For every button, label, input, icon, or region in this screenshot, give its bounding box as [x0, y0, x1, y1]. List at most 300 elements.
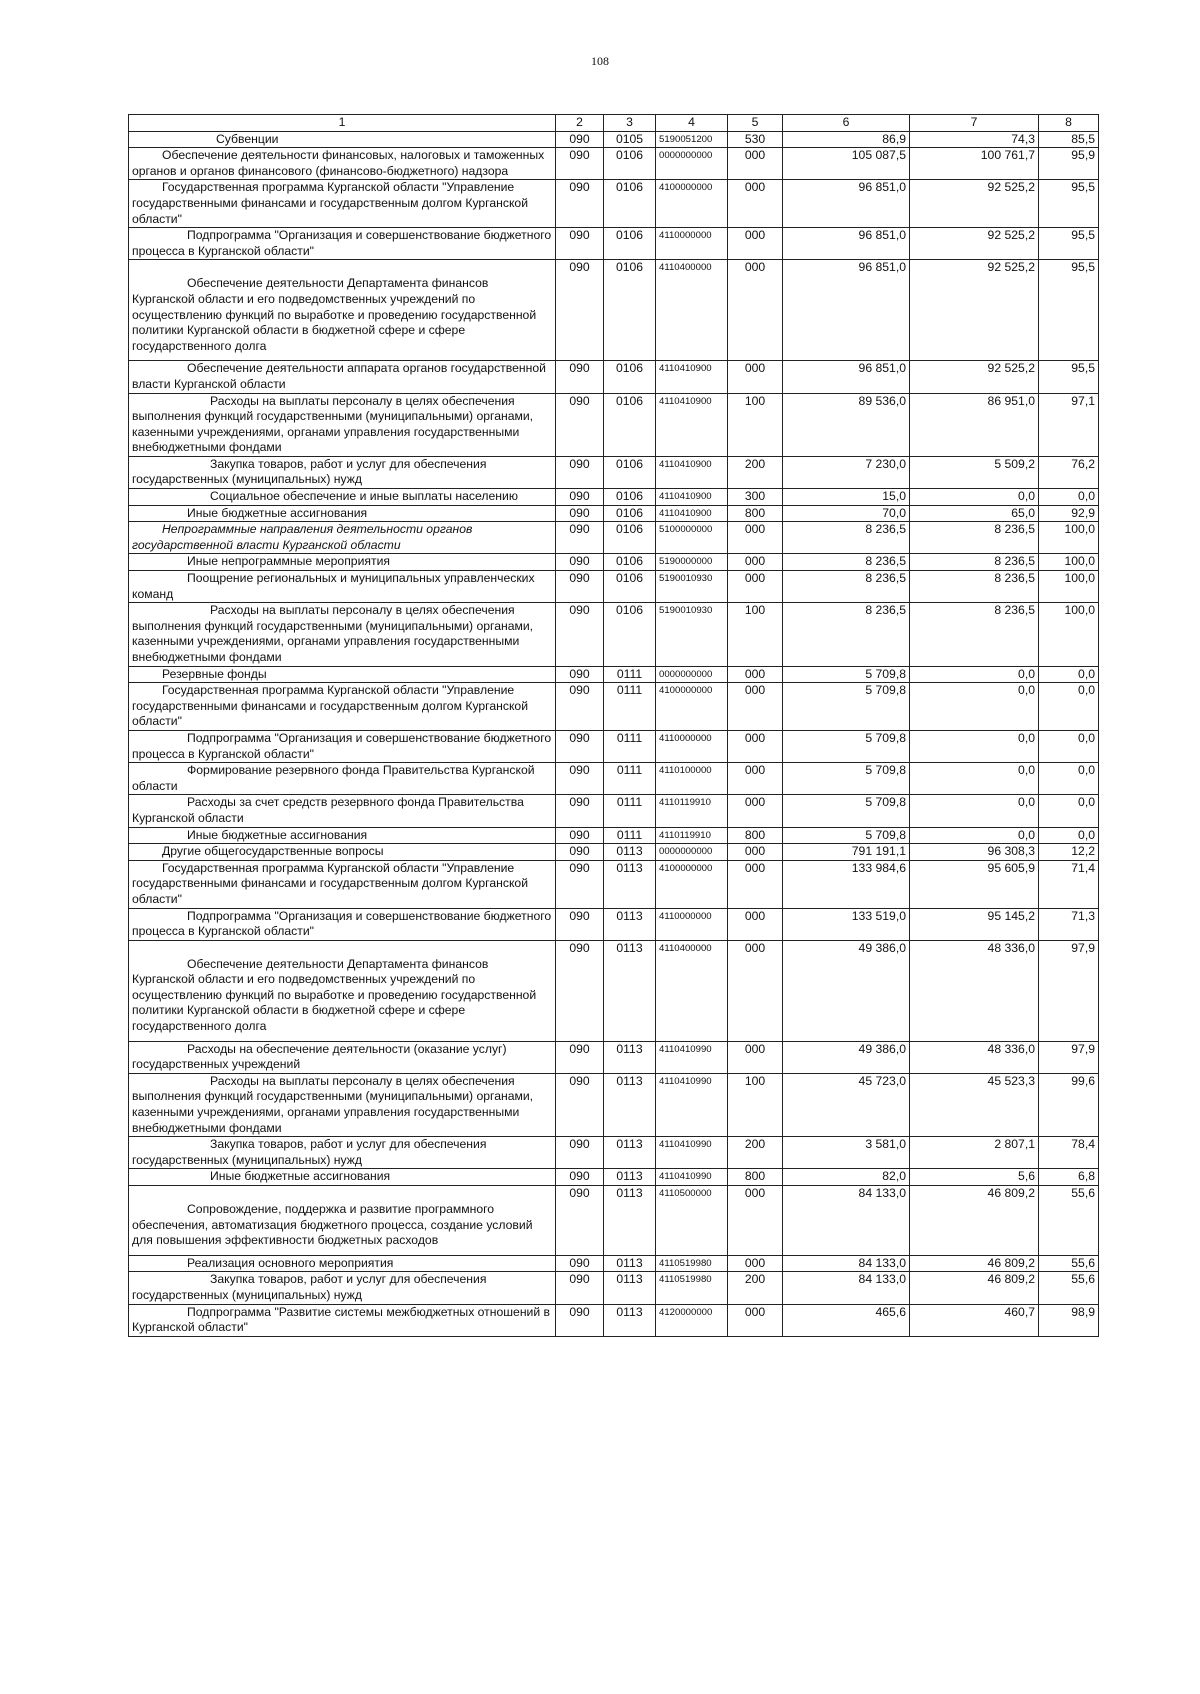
ministry-code: 090: [556, 1186, 604, 1256]
section-code: 0113: [604, 1186, 656, 1256]
expense-type-code: 000: [728, 554, 783, 571]
target-article-code: 4110500000: [656, 1186, 728, 1256]
expense-item-name: Иные непрограммные мероприятия: [129, 554, 556, 571]
expense-type-code: 000: [728, 763, 783, 795]
expense-type-code: 300: [728, 489, 783, 506]
section-code: 0106: [604, 489, 656, 506]
executed-amount: 46 809,2: [910, 1255, 1039, 1272]
execution-percent: 95,5: [1039, 361, 1099, 393]
target-article-code: 0000000000: [656, 666, 728, 683]
planned-amount: 82,0: [783, 1169, 910, 1186]
ministry-code: 090: [556, 180, 604, 228]
expense-item-name: Закупка товаров, работ и услуг для обеспечения государственных (муниципальных) нужд: [129, 1272, 556, 1304]
execution-percent: 97,1: [1039, 393, 1099, 456]
table-row: [129, 1272, 1099, 1304]
execution-percent: 100,0: [1039, 522, 1099, 554]
expense-item-name: Расходы на выплаты персоналу в целях обеспечения выполнения функций государственными (муниципальными) органами, казенными учреждениями, органами управления государственными внебюджетными фондами: [129, 393, 556, 456]
executed-amount: 92 525,2: [910, 361, 1039, 393]
execution-percent: 0,0: [1039, 683, 1099, 731]
section-code: 0113: [604, 1255, 656, 1272]
planned-amount: 465,6: [783, 1304, 910, 1336]
expense-item-name: Расходы за счет средств резервного фонда Правительства Курганской области: [129, 795, 556, 827]
expense-type-code: 100: [728, 603, 783, 666]
table-row: [129, 180, 1099, 228]
executed-amount: 48 336,0: [910, 940, 1039, 1041]
ministry-code: 090: [556, 1304, 604, 1336]
expense-type-code: 000: [728, 571, 783, 603]
expense-type-code: 200: [728, 1272, 783, 1304]
table-row: [129, 1304, 1099, 1336]
ministry-code: 090: [556, 554, 604, 571]
expense-type-code: 000: [728, 795, 783, 827]
expense-type-code: 000: [728, 730, 783, 762]
execution-percent: 71,3: [1039, 908, 1099, 940]
execution-percent: 95,5: [1039, 260, 1099, 361]
target-article-code: 4110410900: [656, 489, 728, 506]
expense-type-code: 000: [728, 148, 783, 180]
expense-item-name: Реализация основного мероприятия: [129, 1255, 556, 1272]
ministry-code: 090: [556, 666, 604, 683]
section-code: 0106: [604, 361, 656, 393]
table-row: [129, 393, 1099, 456]
executed-amount: 95 605,9: [910, 860, 1039, 908]
section-code: 0113: [604, 940, 656, 1041]
execution-percent: 0,0: [1039, 827, 1099, 844]
table-row: [129, 1255, 1099, 1272]
execution-percent: 78,4: [1039, 1137, 1099, 1169]
section-code: 0106: [604, 603, 656, 666]
target-article-code: 4110410900: [656, 361, 728, 393]
expense-item-name: Поощрение региональных и муниципальных управленческих команд: [129, 571, 556, 603]
execution-percent: 97,9: [1039, 940, 1099, 1041]
section-code: 0106: [604, 180, 656, 228]
table-row: [129, 1073, 1099, 1136]
expense-item-name: Государственная программа Курганской области "Управление государственными финансами и государственным долгом Курганской области": [129, 683, 556, 731]
ministry-code: 090: [556, 1041, 604, 1073]
target-article-code: 4110000000: [656, 730, 728, 762]
table-row: [129, 908, 1099, 940]
expense-item-name: Другие общегосударственные вопросы: [129, 844, 556, 861]
expense-type-code: 800: [728, 505, 783, 522]
executed-amount: 92 525,2: [910, 260, 1039, 361]
target-article-code: 4120000000: [656, 1304, 728, 1336]
execution-percent: 55,6: [1039, 1186, 1099, 1256]
planned-amount: 86,9: [783, 131, 910, 148]
target-article-code: 5190051200: [656, 131, 728, 148]
column-number: 4: [656, 115, 728, 132]
execution-percent: 95,5: [1039, 180, 1099, 228]
expense-item-name: Резервные фонды: [129, 666, 556, 683]
expense-type-code: 000: [728, 228, 783, 260]
section-code: 0106: [604, 148, 656, 180]
target-article-code: 5190010930: [656, 603, 728, 666]
executed-amount: 74,3: [910, 131, 1039, 148]
execution-percent: 99,6: [1039, 1073, 1099, 1136]
expense-item-name: Обеспечение деятельности финансовых, налоговых и таможенных органов и органов финансового (финансово-бюджетного) надзора: [129, 148, 556, 180]
section-code: 0113: [604, 908, 656, 940]
target-article-code: 0000000000: [656, 844, 728, 861]
execution-percent: 100,0: [1039, 571, 1099, 603]
planned-amount: 49 386,0: [783, 940, 910, 1041]
planned-amount: 5 709,8: [783, 666, 910, 683]
ministry-code: 090: [556, 505, 604, 522]
execution-percent: 76,2: [1039, 456, 1099, 488]
ministry-code: 090: [556, 940, 604, 1041]
planned-amount: 49 386,0: [783, 1041, 910, 1073]
planned-amount: 89 536,0: [783, 393, 910, 456]
ministry-code: 090: [556, 795, 604, 827]
target-article-code: 0000000000: [656, 148, 728, 180]
ministry-code: 090: [556, 228, 604, 260]
executed-amount: 48 336,0: [910, 1041, 1039, 1073]
executed-amount: 8 236,5: [910, 571, 1039, 603]
executed-amount: 0,0: [910, 795, 1039, 827]
execution-percent: 97,9: [1039, 1041, 1099, 1073]
table-row: [129, 131, 1099, 148]
ministry-code: 090: [556, 1169, 604, 1186]
table-row: [129, 844, 1099, 861]
executed-amount: 0,0: [910, 666, 1039, 683]
executed-amount: 95 145,2: [910, 908, 1039, 940]
target-article-code: 4110410990: [656, 1169, 728, 1186]
execution-percent: 100,0: [1039, 603, 1099, 666]
planned-amount: 70,0: [783, 505, 910, 522]
section-code: 0113: [604, 1073, 656, 1136]
section-code: 0106: [604, 393, 656, 456]
expense-item-name: Расходы на выплаты персоналу в целях обеспечения выполнения функций государственными (муниципальными) органами, казенными учреждениями, органами управления государственными внебюджетными фондами: [129, 1073, 556, 1136]
budget-table: [128, 114, 1099, 1337]
section-code: 0106: [604, 571, 656, 603]
section-code: 0113: [604, 844, 656, 861]
execution-percent: 95,9: [1039, 148, 1099, 180]
ministry-code: 090: [556, 1137, 604, 1169]
expense-item-name: Расходы на выплаты персоналу в целях обеспечения выполнения функций государственными (муниципальными) органами, казенными учреждениями, органами управления государственными внебюджетными фондами: [129, 603, 556, 666]
target-article-code: 4110100000: [656, 763, 728, 795]
execution-percent: 92,9: [1039, 505, 1099, 522]
target-article-code: 4110400000: [656, 260, 728, 361]
execution-percent: 95,5: [1039, 228, 1099, 260]
expense-type-code: 000: [728, 860, 783, 908]
section-code: 0111: [604, 795, 656, 827]
section-code: 0105: [604, 131, 656, 148]
planned-amount: 84 133,0: [783, 1272, 910, 1304]
table-row: [129, 1041, 1099, 1073]
column-number-row: [129, 115, 1099, 132]
section-code: 0113: [604, 1137, 656, 1169]
table-row: [129, 148, 1099, 180]
target-article-code: 4110519980: [656, 1255, 728, 1272]
executed-amount: 8 236,5: [910, 603, 1039, 666]
execution-percent: 0,0: [1039, 666, 1099, 683]
table-row: [129, 860, 1099, 908]
section-code: 0106: [604, 456, 656, 488]
table-row: [129, 456, 1099, 488]
expense-type-code: 000: [728, 1041, 783, 1073]
section-code: 0106: [604, 522, 656, 554]
table-row: [129, 554, 1099, 571]
execution-percent: 12,2: [1039, 844, 1099, 861]
table-row: [129, 522, 1099, 554]
expense-item-name: Обеспечение деятельности Департамента финансов Курганской области и его подведомственных учреждений по осуществлению функций по выработке и проведению государственной политики Курганской области в бюджетной сфере и сфере государственного долга: [129, 940, 556, 1041]
ministry-code: 090: [556, 522, 604, 554]
target-article-code: 4110119910: [656, 795, 728, 827]
column-number: 8: [1039, 115, 1099, 132]
planned-amount: 45 723,0: [783, 1073, 910, 1136]
table-row: [129, 795, 1099, 827]
expense-item-name: Закупка товаров, работ и услуг для обеспечения государственных (муниципальных) нужд: [129, 1137, 556, 1169]
planned-amount: 84 133,0: [783, 1186, 910, 1256]
section-code: 0106: [604, 228, 656, 260]
section-code: 0113: [604, 1169, 656, 1186]
expense-item-name: Обеспечение деятельности Департамента финансов Курганской области и его подведомственных учреждений по осуществлению функций по выработке и проведению государственной политики Курганской области в бюджетной сфере и сфере государственного долга: [129, 260, 556, 361]
section-code: 0106: [604, 554, 656, 571]
expense-item-name: Сопровождение, поддержка и развитие программного обеспечения, автоматизация бюджетного процесса, создание условий для повышения эффективности бюджетных расходов: [129, 1186, 556, 1256]
planned-amount: 133 519,0: [783, 908, 910, 940]
expense-type-code: 000: [728, 683, 783, 731]
expense-item-name: Государственная программа Курганской области "Управление государственными финансами и государственным долгом Курганской области": [129, 860, 556, 908]
page-number: 108: [591, 54, 609, 68]
expense-item-name: Субвенции: [129, 131, 556, 148]
executed-amount: 65,0: [910, 505, 1039, 522]
executed-amount: 8 236,5: [910, 554, 1039, 571]
planned-amount: 96 851,0: [783, 361, 910, 393]
expense-item-name: Социальное обеспечение и иные выплаты населению: [129, 489, 556, 506]
executed-amount: 2 807,1: [910, 1137, 1039, 1169]
ministry-code: 090: [556, 860, 604, 908]
executed-amount: 0,0: [910, 763, 1039, 795]
column-number: 2: [556, 115, 604, 132]
planned-amount: 105 087,5: [783, 148, 910, 180]
target-article-code: 4100000000: [656, 180, 728, 228]
expense-item-name: Подпрограмма "Организация и совершенствование бюджетного процесса в Курганской области": [129, 730, 556, 762]
execution-percent: 0,0: [1039, 489, 1099, 506]
target-article-code: 5190000000: [656, 554, 728, 571]
ministry-code: 090: [556, 489, 604, 506]
target-article-code: 4110119910: [656, 827, 728, 844]
section-code: 0111: [604, 827, 656, 844]
execution-percent: 85,5: [1039, 131, 1099, 148]
column-number: 7: [910, 115, 1039, 132]
ministry-code: 090: [556, 393, 604, 456]
planned-amount: 84 133,0: [783, 1255, 910, 1272]
target-article-code: 4100000000: [656, 860, 728, 908]
execution-percent: 55,6: [1039, 1255, 1099, 1272]
planned-amount: 3 581,0: [783, 1137, 910, 1169]
executed-amount: 5,6: [910, 1169, 1039, 1186]
ministry-code: 090: [556, 260, 604, 361]
table-row: [129, 940, 1099, 1041]
planned-amount: 133 984,6: [783, 860, 910, 908]
ministry-code: 090: [556, 844, 604, 861]
expense-type-code: 100: [728, 1073, 783, 1136]
execution-percent: 6,8: [1039, 1169, 1099, 1186]
expense-item-name: Иные бюджетные ассигнования: [129, 1169, 556, 1186]
table-row: [129, 260, 1099, 361]
execution-percent: 0,0: [1039, 730, 1099, 762]
table-row: [129, 730, 1099, 762]
table-row: [129, 763, 1099, 795]
ministry-code: 090: [556, 148, 604, 180]
executed-amount: 100 761,7: [910, 148, 1039, 180]
section-code: 0111: [604, 730, 656, 762]
table-row: [129, 1186, 1099, 1256]
planned-amount: 5 709,8: [783, 730, 910, 762]
expense-item-name: Закупка товаров, работ и услуг для обеспечения государственных (муниципальных) нужд: [129, 456, 556, 488]
expense-item-name: Подпрограмма "Организация и совершенствование бюджетного процесса в Курганской области": [129, 228, 556, 260]
section-code: 0106: [604, 260, 656, 361]
expense-item-name: Непрограммные направления деятельности органов государственной власти Курганской области: [129, 522, 556, 554]
executed-amount: 0,0: [910, 730, 1039, 762]
executed-amount: 92 525,2: [910, 228, 1039, 260]
execution-percent: 71,4: [1039, 860, 1099, 908]
column-number: 1: [129, 115, 556, 132]
expense-item-name: Государственная программа Курганской области "Управление государственными финансами и государственным долгом Курганской области": [129, 180, 556, 228]
executed-amount: 0,0: [910, 827, 1039, 844]
expense-item-name: Обеспечение деятельности аппарата органов государственной власти Курганской области: [129, 361, 556, 393]
table-row: [129, 666, 1099, 683]
planned-amount: 5 709,8: [783, 763, 910, 795]
expense-type-code: 530: [728, 131, 783, 148]
expense-type-code: 000: [728, 180, 783, 228]
expense-item-name: Подпрограмма "Организация и совершенствование бюджетного процесса в Курганской области": [129, 908, 556, 940]
expense-item-name: Расходы на обеспечение деятельности (оказание услуг) государственных учреждений: [129, 1041, 556, 1073]
executed-amount: 0,0: [910, 683, 1039, 731]
planned-amount: 15,0: [783, 489, 910, 506]
executed-amount: 86 951,0: [910, 393, 1039, 456]
ministry-code: 090: [556, 361, 604, 393]
expense-item-name: Подпрограмма "Развитие системы межбюджетных отношений в Курганской области": [129, 1304, 556, 1336]
target-article-code: 5100000000: [656, 522, 728, 554]
executed-amount: 460,7: [910, 1304, 1039, 1336]
section-code: 0111: [604, 763, 656, 795]
expense-type-code: 100: [728, 393, 783, 456]
target-article-code: 4110519980: [656, 1272, 728, 1304]
expense-item-name: Иные бюджетные ассигнования: [129, 505, 556, 522]
execution-percent: 55,6: [1039, 1272, 1099, 1304]
planned-amount: 96 851,0: [783, 260, 910, 361]
planned-amount: 5 709,8: [783, 683, 910, 731]
expense-type-code: 000: [728, 844, 783, 861]
planned-amount: 8 236,5: [783, 603, 910, 666]
section-code: 0111: [604, 666, 656, 683]
target-article-code: 4110410900: [656, 393, 728, 456]
expense-type-code: 000: [728, 1255, 783, 1272]
target-article-code: 4110410990: [656, 1073, 728, 1136]
target-article-code: 4110000000: [656, 908, 728, 940]
execution-percent: 98,9: [1039, 1304, 1099, 1336]
executed-amount: 5 509,2: [910, 456, 1039, 488]
planned-amount: 96 851,0: [783, 228, 910, 260]
ministry-code: 090: [556, 571, 604, 603]
table-row: [129, 827, 1099, 844]
budget-table-body: [129, 115, 1099, 1337]
ministry-code: 090: [556, 1073, 604, 1136]
target-article-code: 4100000000: [656, 683, 728, 731]
planned-amount: 96 851,0: [783, 180, 910, 228]
ministry-code: 090: [556, 683, 604, 731]
ministry-code: 090: [556, 603, 604, 666]
ministry-code: 090: [556, 456, 604, 488]
expense-type-code: 800: [728, 1169, 783, 1186]
expense-type-code: 000: [728, 522, 783, 554]
table-row: [129, 1169, 1099, 1186]
expense-item-name: Формирование резервного фонда Правительства Курганской области: [129, 763, 556, 795]
expense-type-code: 000: [728, 1186, 783, 1256]
table-row: [129, 683, 1099, 731]
table-row: [129, 603, 1099, 666]
target-article-code: 4110400000: [656, 940, 728, 1041]
ministry-code: 090: [556, 1255, 604, 1272]
executed-amount: 45 523,3: [910, 1073, 1039, 1136]
ministry-code: 090: [556, 730, 604, 762]
target-article-code: 5190010930: [656, 571, 728, 603]
target-article-code: 4110000000: [656, 228, 728, 260]
planned-amount: 8 236,5: [783, 554, 910, 571]
ministry-code: 090: [556, 908, 604, 940]
section-code: 0113: [604, 1041, 656, 1073]
column-number: 3: [604, 115, 656, 132]
ministry-code: 090: [556, 763, 604, 795]
target-article-code: 4110410900: [656, 505, 728, 522]
table-row: [129, 228, 1099, 260]
table-row: [129, 361, 1099, 393]
expense-item-name: Иные бюджетные ассигнования: [129, 827, 556, 844]
column-number: 6: [783, 115, 910, 132]
executed-amount: 46 809,2: [910, 1272, 1039, 1304]
ministry-code: 090: [556, 131, 604, 148]
section-code: 0113: [604, 1304, 656, 1336]
section-code: 0106: [604, 505, 656, 522]
section-code: 0113: [604, 860, 656, 908]
planned-amount: 8 236,5: [783, 571, 910, 603]
table-row: [129, 505, 1099, 522]
ministry-code: 090: [556, 827, 604, 844]
expense-type-code: 200: [728, 456, 783, 488]
section-code: 0113: [604, 1272, 656, 1304]
expense-type-code: 000: [728, 666, 783, 683]
expense-type-code: 000: [728, 908, 783, 940]
target-article-code: 4110410990: [656, 1137, 728, 1169]
table-row: [129, 571, 1099, 603]
expense-type-code: 000: [728, 260, 783, 361]
executed-amount: 46 809,2: [910, 1186, 1039, 1256]
execution-percent: 0,0: [1039, 795, 1099, 827]
table-row: [129, 1137, 1099, 1169]
execution-percent: 0,0: [1039, 763, 1099, 795]
table-row: [129, 489, 1099, 506]
executed-amount: 8 236,5: [910, 522, 1039, 554]
column-number: 5: [728, 115, 783, 132]
expense-type-code: 800: [728, 827, 783, 844]
section-code: 0111: [604, 683, 656, 731]
expense-type-code: 000: [728, 361, 783, 393]
execution-percent: 100,0: [1039, 554, 1099, 571]
planned-amount: 8 236,5: [783, 522, 910, 554]
expense-type-code: 000: [728, 1304, 783, 1336]
planned-amount: 7 230,0: [783, 456, 910, 488]
expense-type-code: 200: [728, 1137, 783, 1169]
executed-amount: 92 525,2: [910, 180, 1039, 228]
planned-amount: 5 709,8: [783, 795, 910, 827]
planned-amount: 5 709,8: [783, 827, 910, 844]
executed-amount: 96 308,3: [910, 844, 1039, 861]
expense-type-code: 000: [728, 940, 783, 1041]
planned-amount: 791 191,1: [783, 844, 910, 861]
ministry-code: 090: [556, 1272, 604, 1304]
target-article-code: 4110410990: [656, 1041, 728, 1073]
executed-amount: 0,0: [910, 489, 1039, 506]
target-article-code: 4110410900: [656, 456, 728, 488]
